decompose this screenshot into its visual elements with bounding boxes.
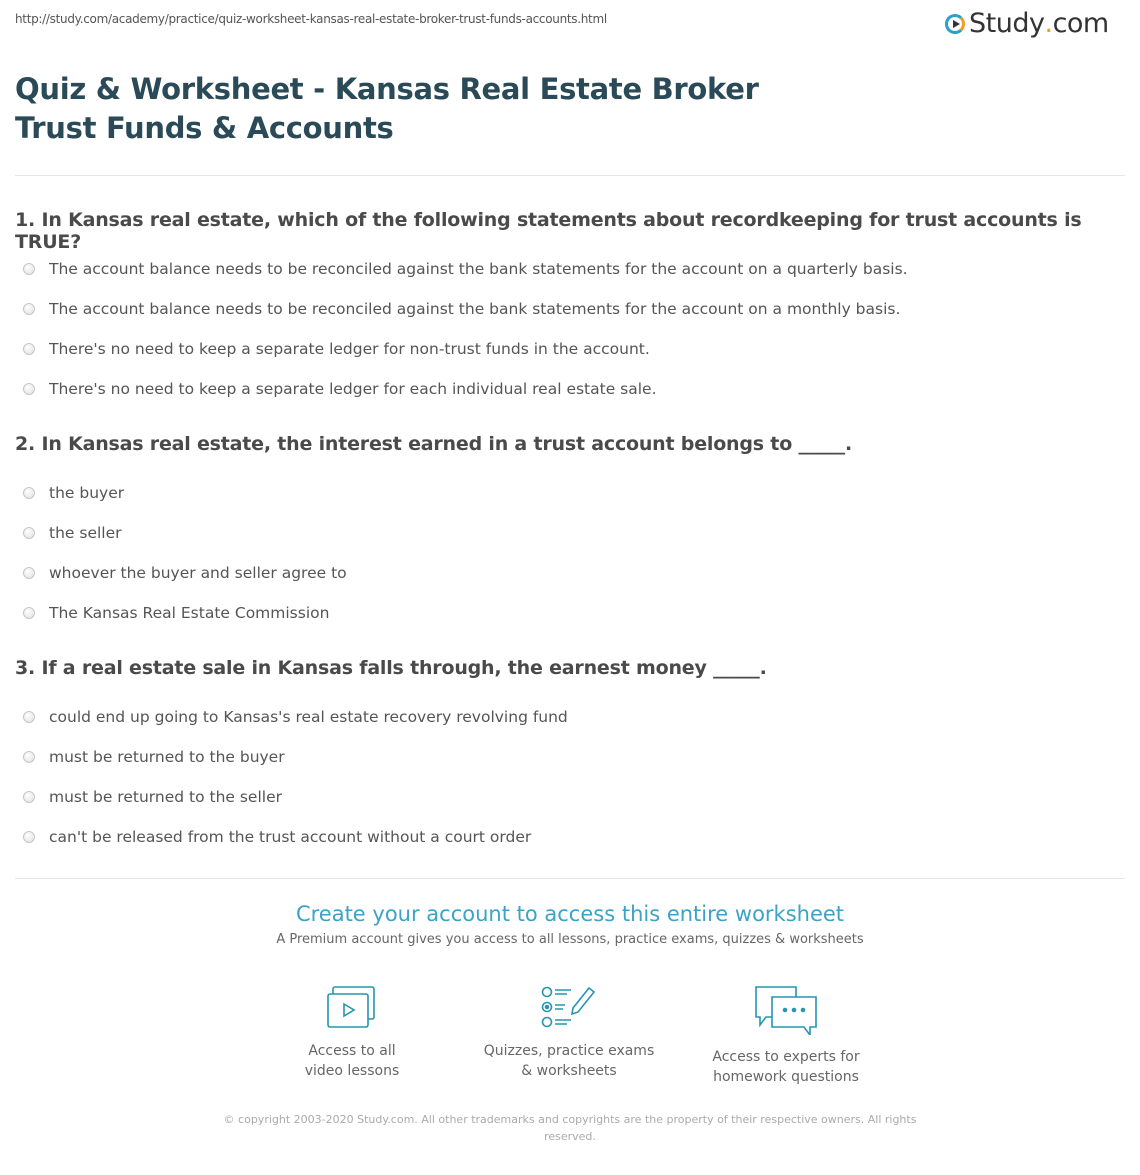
radio-icon[interactable] <box>23 751 35 763</box>
question-2 <box>15 433 1125 633</box>
chat-icon <box>754 985 818 1035</box>
feature-quizzes <box>469 985 669 1081</box>
option-label: can't be released from the trust account without a court order <box>49 828 532 846</box>
option-label: The account balance needs to be reconciled against the bank statements for the account on a monthly basis. <box>49 300 901 318</box>
option-label: the buyer <box>49 484 125 502</box>
feature-label: Access to all <box>308 1043 396 1059</box>
feature-label: video lessons <box>304 1063 400 1079</box>
radio-icon[interactable] <box>23 383 35 395</box>
question-text: 2. In Kansas real estate, the interest earned in a trust account belongs to _____. <box>15 433 852 455</box>
radio-icon[interactable] <box>23 567 35 579</box>
video-lessons-icon <box>327 985 377 1029</box>
answer-option[interactable] <box>15 553 1125 593</box>
radio-icon[interactable] <box>23 263 35 275</box>
radio-icon[interactable] <box>23 487 35 499</box>
option-label: There's no need to keep a separate ledger for each individual real estate sale. <box>49 380 657 398</box>
page-title: Quiz & Worksheet - Kansas Real Estate Broker Trust Funds & Accounts <box>15 72 759 145</box>
logo-text: Study <box>969 8 1045 39</box>
answer-option[interactable] <box>15 777 1125 817</box>
option-label: whoever the buyer and seller agree to <box>49 564 347 582</box>
cta-subtitle: A Premium account gives you access to all lessons, practice exams, quizzes & worksheets <box>276 932 864 947</box>
radio-icon[interactable] <box>23 343 35 355</box>
divider <box>15 878 1125 879</box>
answer-option[interactable] <box>15 513 1125 553</box>
question-3 <box>15 657 1125 857</box>
answer-option[interactable] <box>15 737 1125 777</box>
option-label: must be returned to the buyer <box>49 748 285 766</box>
option-label: There's no need to keep a separate ledger for non-trust funds in the account. <box>49 340 650 358</box>
option-label: could end up going to Kansas's real estate recovery revolving fund <box>49 708 568 726</box>
play-logo-icon <box>945 14 965 34</box>
answer-option[interactable] <box>15 289 1125 329</box>
create-account-link[interactable]: Create your account to access this entire worksheet <box>295 902 845 926</box>
feature-label: Quizzes, practice exams <box>483 1043 655 1059</box>
page-url: http://study.com/academy/practice/quiz-worksheet-kansas-real-estate-broker-trust-funds-accounts.html <box>15 12 607 26</box>
question-text: 1. In Kansas real estate, which of the following statements about recordkeeping for trust accounts is TRUE? <box>15 209 1082 253</box>
logo-dot: . <box>1044 8 1053 39</box>
radio-icon[interactable] <box>23 527 35 539</box>
answer-option[interactable] <box>15 473 1125 513</box>
answer-option[interactable] <box>15 697 1125 737</box>
radio-icon[interactable] <box>23 303 35 315</box>
copyright: © copyright 2003-2020 Study.com. All other trademarks and copyrights are the property of their respective owners. All rights reserved. <box>223 1113 917 1143</box>
feature-experts <box>686 985 886 1087</box>
question-1 <box>15 209 1125 409</box>
answer-option[interactable] <box>15 369 1125 409</box>
feature-label: & worksheets <box>521 1063 617 1079</box>
study-logo[interactable] <box>945 8 1109 39</box>
feature-video-lessons <box>252 985 452 1081</box>
radio-icon[interactable] <box>23 607 35 619</box>
answer-option[interactable] <box>15 249 1125 289</box>
feature-label: homework questions <box>713 1069 859 1085</box>
answer-option[interactable] <box>15 329 1125 369</box>
radio-icon[interactable] <box>23 791 35 803</box>
quiz-icon <box>541 985 597 1029</box>
radio-icon[interactable] <box>23 831 35 843</box>
option-label: must be returned to the seller <box>49 788 282 806</box>
feature-label: Access to experts for <box>712 1049 860 1065</box>
divider <box>15 175 1125 176</box>
option-label: the seller <box>49 524 122 542</box>
option-label: The Kansas Real Estate Commission <box>49 604 330 622</box>
radio-icon[interactable] <box>23 711 35 723</box>
logo-suffix: com <box>1052 8 1109 39</box>
answer-option[interactable] <box>15 817 1125 857</box>
question-text: 3. If a real estate sale in Kansas falls through, the earnest money _____. <box>15 657 767 679</box>
option-label: The account balance needs to be reconciled against the bank statements for the account on a quarterly basis. <box>49 260 908 278</box>
answer-option[interactable] <box>15 593 1125 633</box>
